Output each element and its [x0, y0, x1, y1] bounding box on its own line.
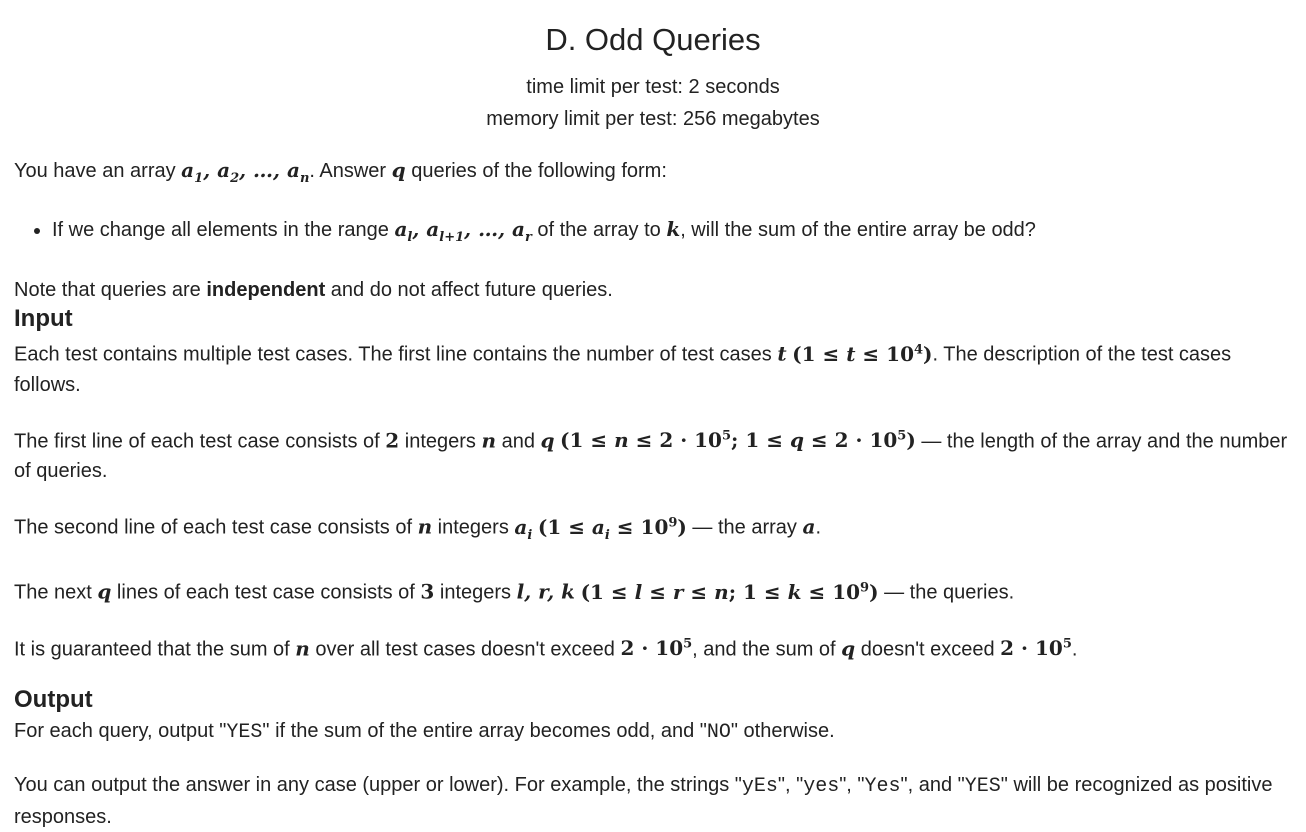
math-k: k — [666, 217, 681, 241]
legend-intro: You have an array $a_1$, $a_2$, …, $a_n$. Answer q queries of the following form: — [14, 158, 667, 186]
math-array: $a_1$, $a_2$, …, $a_n$ — [181, 158, 310, 186]
problem-title: D. Odd Queries — [545, 22, 761, 57]
input-heading: Input — [14, 305, 73, 332]
input-p1: Each test contains multiple test cases. The first line contains the number of test cases t $(1 \le t \le 10^4)$. The description of the test cases follows. — [14, 341, 1232, 396]
list-item: • If we change all elements in the range $a_l$, $a_{l+1}$, …, $a_r$ of the array to k, will the sum of the entire array be odd? — [52, 214, 1292, 253]
input-p2: The first line of each test case consists of 2 integers n and q ($1 \le n \le 2 \cdot 10^5$; $1 \le q \le 2 \cdot 10^5$) — the length of the array and the number of queries. — [14, 428, 1288, 483]
input-p5: It is guaranteed that the sum of n over all test cases doesn't exceed $2 \cdot 10^5$, and the sum of q doesn't exceed $2 \cdot 10^5$. — [14, 636, 1078, 661]
output-p1: For each query, output "YES" if the sum of the entire array becomes odd, and "NO" otherwise. — [14, 720, 835, 745]
memory-limit: memory limit per test: 256 megabytes — [486, 108, 820, 130]
legend-note: Note that queries are independent and do not affect future queries. — [14, 279, 613, 301]
input-p3: The second line of each test case consists of n integers $a_i$ $(1 \le a_i \le 10^9)$ — the array a. — [14, 514, 822, 543]
output-heading: Output — [14, 686, 93, 714]
problem-statement — [0, 21, 1306, 832]
math-range: $a_l$, $a_{l+1}$, …, $a_r$ — [394, 217, 532, 245]
output-p2: You can output the answer in any case (upper or lower). For example, the strings "yEs", "yes", "Yes", and "YES" will be recognized as positive responses. — [14, 774, 1273, 829]
emphasis-independent: independent — [206, 279, 326, 301]
time-limit: time limit per test: 2 seconds — [526, 76, 780, 98]
math-q: q — [391, 158, 406, 182]
query-form-list — [14, 214, 1292, 253]
input-p4: The next q lines of each test case consists of 3 integers l, r, k (1 ≤ l ≤ r ≤ n; $1 \le k \le 10^9$) — the queries. — [14, 579, 1015, 604]
